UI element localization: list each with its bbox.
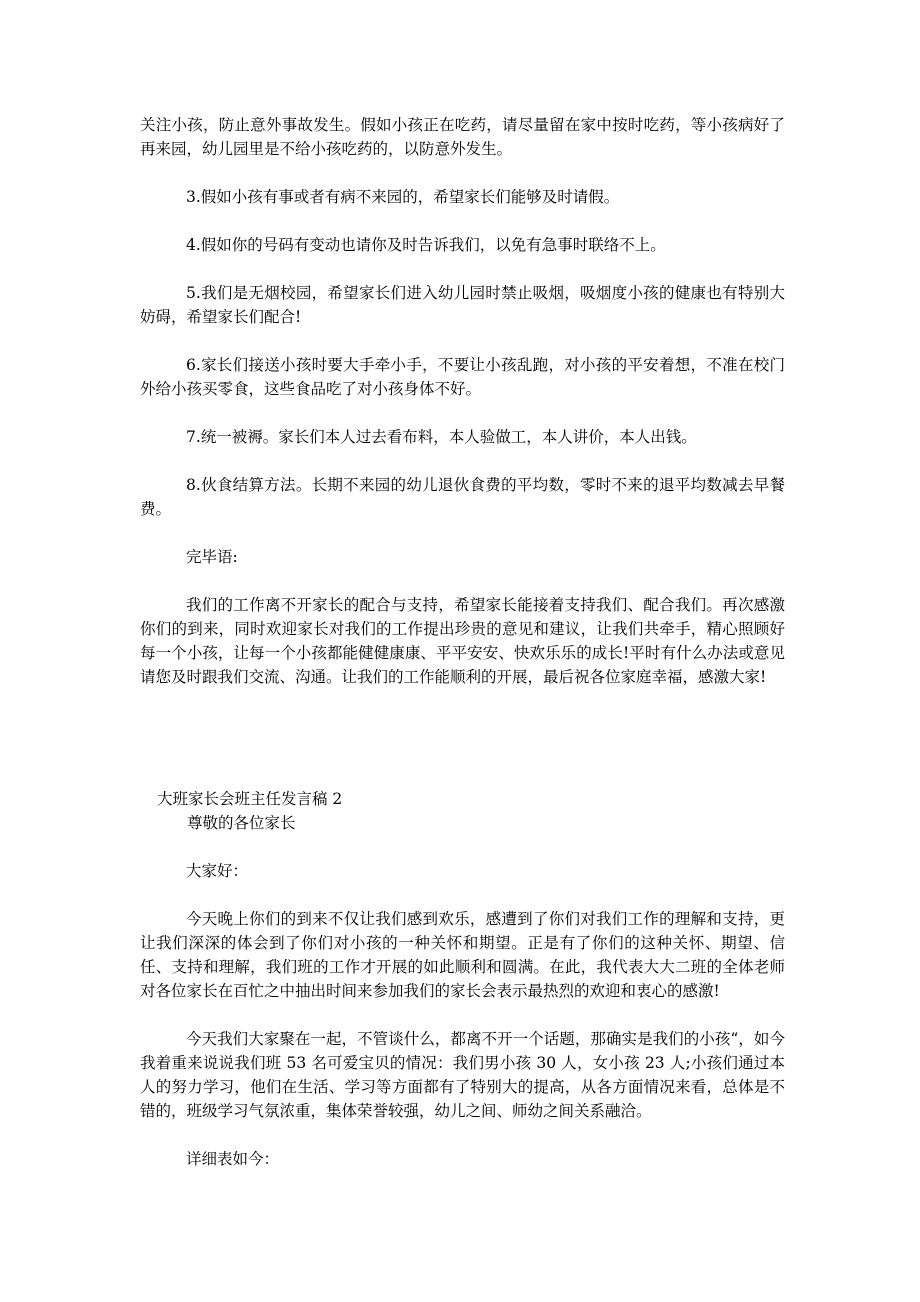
salutation: 尊敬的各位家长 [187, 814, 296, 832]
greeting: 大家好： [186, 862, 249, 880]
body-paragraph-2: 今天我们大家聚在一起，不管谈什么，都离不开一个话题，那确实是我们的小孩“，如今我着重来说说我们班 53 名可爱宝贝的情况：我们男小孩 30 人，女小孩 23 人;小孩们通过本人的努力学习，他们在生活、学习等方面都有了特别大的提高，从各方面情况来看，总体是不错的，班级学习气氛浓重，集体荣誉较强，幼儿之间、师幼之间关系融洽。 [140, 1030, 785, 1120]
paragraph-item-6: 6.家长们接送小孩时要大手牵小手，不要让小孩乱跑，对小孩的平安着想，不准在校门外给小孩买零食，这些食品吃了对小孩身体不好。 [140, 356, 785, 398]
detail-label: 详细表如今： [186, 1150, 280, 1168]
closing-label: 完毕语: [186, 548, 238, 566]
paragraph-item-7: 7.统一被褥。家长们本人过去看布料，本人验做工，本人讲价，本人出钱。 [186, 428, 697, 446]
paragraph-item-3: 3.假如小孩有事或者有病不来园的，希望家长们能够及时请假。 [186, 188, 620, 206]
paragraph-item-4: 4.假如你的号码有变动也请你及时告诉我们，以免有急事时联络不上。 [186, 236, 666, 254]
paragraph-item-5: 5.我们是无烟校园，希望家长们进入幼儿园时禁止吸烟，吸烟度小孩的健康也有特别大妨碍，希望家长们配合! [140, 284, 785, 326]
body-paragraph-1: 今天晚上你们的到来不仅让我们感到欢乐，感遭到了你们对我们工作的理解和支持，更让我们深深的体会到了你们对小孩的一种关怀和期望。正是有了你们的这种关怀、期望、信任、支持和理解，我们班的工作才开展的如此顺利和圆满。在此，我代表大大二班的全体老师对各位家长在百忙之中抽出时间来参加我们的家长会表示最热烈的欢迎和衷心的感激! [140, 910, 785, 1000]
paragraph-item-8: 8.伙食结算方法。长期不来园的幼儿退伙食费的平均数，零时不来的退平均数减去早餐费。 [140, 476, 785, 518]
closing-paragraph: 我们的工作离不开家长的配合与支持，希望家长能接着支持我们、配合我们。再次感激你们的到来，同时欢迎家长对我们的工作提出珍贵的意见和建议，让我们共牵手，精心照顾好每一个小孩，让每一个小孩都能健健康康、平平安安、快欢乐乐的成长!平时有什么办法或意见请您及时跟我们交流、沟通。让我们的工作能顺利的开展，最后祝各位家庭幸福，感激大家! [140, 596, 785, 686]
section-title: 大班家长会班主任发言稿 2 [157, 790, 343, 808]
paragraph-continuation: 关注小孩，防止意外事故发生。假如小孩正在吃药，请尽量留在家中按时吃药，等小孩病好了再来园，幼儿园里是不给小孩吃药的，以防意外发生。 [140, 116, 785, 158]
